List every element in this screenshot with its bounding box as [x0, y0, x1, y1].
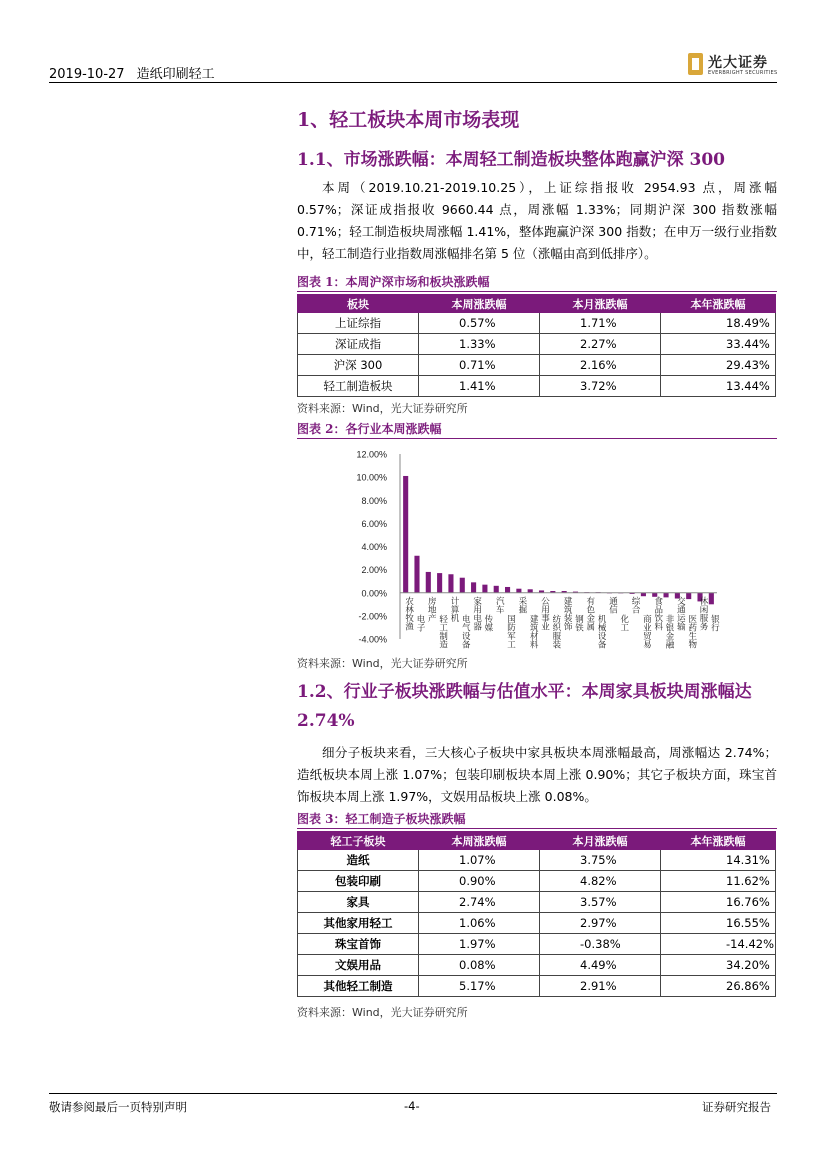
subsector-table	[297, 831, 776, 997]
table-cell: 14.31%	[661, 850, 776, 871]
y-tick-label: 8.00%	[361, 495, 387, 506]
table1-caption: 图表 1：本周沪深市场和板块涨跌幅	[297, 275, 490, 289]
table-cell: 珠宝首饰	[298, 934, 419, 955]
table-row	[298, 913, 776, 934]
bar	[641, 593, 646, 596]
header-divider	[49, 82, 777, 83]
x-tick-label: 电子	[414, 614, 425, 632]
table3-caption: 图表 3：轻工制造子板块涨跌幅	[297, 812, 466, 826]
table-cell: 34.20%	[661, 955, 776, 976]
y-tick-label: 10.00%	[356, 472, 387, 483]
x-tick-label: 轻工制造	[437, 614, 448, 649]
table3-source: 资料来源：Wind，光大证券研究所	[297, 1006, 468, 1019]
table-header-cell: 板块	[298, 295, 419, 313]
table-cell: 3.57%	[540, 892, 661, 913]
bar	[448, 574, 453, 593]
x-tick-label: 医药生物	[686, 614, 697, 649]
y-tick-label: 6.00%	[361, 518, 387, 529]
table-cell: 文娱用品	[298, 955, 419, 976]
x-tick-label: 农林牧渔	[403, 596, 414, 631]
table1-caption-rule	[297, 291, 777, 292]
table-cell: 16.55%	[661, 913, 776, 934]
table-cell: 5.17%	[419, 976, 540, 997]
x-tick-label: 采掘	[516, 596, 527, 614]
table3-caption-rule	[297, 828, 777, 829]
x-tick-label: 纺织服装	[550, 614, 561, 649]
x-tick-label: 公用事业	[539, 596, 550, 631]
table-cell: 2.97%	[540, 913, 661, 934]
table-cell: 1.06%	[419, 913, 540, 934]
bar	[709, 593, 714, 605]
table-cell: 13.44%	[661, 376, 776, 397]
table-cell: 上证综指	[298, 313, 419, 334]
table-cell: 1.71%	[540, 313, 661, 334]
company-logo	[688, 52, 780, 78]
subsection-title-2: 1.2、行业子板块涨跌幅与估值水平：本周家具板块周涨幅达 2.74%	[297, 682, 752, 731]
paragraph-subsectors-text: 细分子板块来看，三大核心子板块中家具板块本周涨幅最高，周涨幅达 2.74%；造纸板块本周上涨 1.07%；包装印刷板块本周上涨 0.90%；其它子板块方面，珠宝首饰板块本周上涨 1.97%，文娱用品板块上涨 0.08%。	[297, 745, 777, 804]
table-header-cell: 本周涨跌幅	[419, 832, 540, 850]
table-cell: 轻工制造板块	[298, 376, 419, 397]
paragraph-subsectors	[297, 742, 777, 808]
table-header-cell: 本月涨跌幅	[540, 295, 661, 313]
table-cell: 1.33%	[419, 334, 540, 355]
x-tick-label: 非银金融	[664, 614, 675, 649]
table-cell: 2.27%	[540, 334, 661, 355]
x-tick-label: 机械设备	[596, 614, 607, 649]
table-row	[298, 871, 776, 892]
table-row	[298, 850, 776, 871]
table-cell: -0.38%	[540, 934, 661, 955]
x-tick-label: 有色金属	[584, 596, 595, 631]
table-cell: 造纸	[298, 850, 419, 871]
table-header-cell: 轻工子板块	[298, 832, 419, 850]
x-tick-label: 电气设备	[460, 614, 471, 649]
table-cell: 0.57%	[419, 313, 540, 334]
logo-subtitle: EVERBRIGHT SECURITIES	[708, 70, 778, 76]
bar	[426, 572, 431, 593]
table-row	[298, 355, 776, 376]
footer-disclaimer: 敬请参阅最后一页特别声明	[49, 1100, 187, 1114]
table-cell: 深证成指	[298, 334, 419, 355]
x-tick-label: 计算机	[448, 596, 459, 623]
table-row	[298, 976, 776, 997]
footer-divider	[49, 1093, 777, 1094]
figure2-caption: 图表 2：各行业本周涨跌幅	[297, 422, 442, 436]
table-cell: 33.44%	[661, 334, 776, 355]
report-section: 造纸印刷轻工	[136, 67, 215, 82]
table-cell: 家具	[298, 892, 419, 913]
bar	[482, 585, 487, 593]
table-cell: 1.07%	[419, 850, 540, 871]
table-row	[298, 313, 776, 334]
bar	[505, 587, 510, 593]
table-cell: 1.41%	[419, 376, 540, 397]
table-header-row	[298, 295, 776, 313]
bar	[528, 589, 533, 592]
x-tick-label: 家用电器	[471, 596, 482, 631]
y-tick-label: 12.00%	[356, 449, 387, 460]
figure2-source: 资料来源：Wind，光大证券研究所	[297, 657, 468, 670]
paragraph-market-text: 本周（2019.10.21-2019.10.25），上证综指报收 2954.93 点，周涨幅 0.57%；深证成指报收 9660.44 点，周涨幅 1.33%；同期沪深 300 指数涨幅 0.71%；轻工制造板块周涨幅 1.41%，整体跑赢沪深 300 指数；在申万一级行业指数中，轻工制造行业指数周涨幅排名第 5 位（涨幅由高到低排序）。	[297, 180, 777, 261]
bar	[664, 593, 669, 598]
table-cell: 3.72%	[540, 376, 661, 397]
figure2-caption-rule	[297, 438, 777, 439]
x-tick-label: 银行	[709, 614, 720, 632]
page-number: -4-	[404, 1099, 420, 1113]
table-row	[298, 934, 776, 955]
y-tick-label: 4.00%	[361, 542, 387, 552]
table-cell: 沪深 300	[298, 355, 419, 376]
table-cell: 18.49%	[661, 313, 776, 334]
table-row	[298, 334, 776, 355]
subsection-title-1: 1.1、市场涨跌幅：本周轻工制造板块整体跑赢沪深 300	[297, 150, 725, 170]
x-tick-label: 建筑装饰	[562, 596, 573, 631]
x-tick-label: 钢铁	[573, 614, 584, 632]
y-tick-label: 0.00%	[361, 588, 387, 599]
table-cell: 0.90%	[419, 871, 540, 892]
table-header-row	[298, 832, 776, 850]
bar	[437, 573, 442, 593]
table-header-cell: 本年涨跌幅	[661, 295, 776, 313]
table-cell: -14.42%	[661, 934, 776, 955]
table-header-cell: 本月涨跌幅	[540, 832, 661, 850]
table-cell: 2.74%	[419, 892, 540, 913]
x-tick-label: 商业贸易	[641, 614, 652, 649]
x-tick-label: 化工	[618, 614, 629, 632]
bar	[494, 586, 499, 593]
table-cell: 26.86%	[661, 976, 776, 997]
industry-bar-chart	[297, 441, 777, 651]
market-table	[297, 294, 776, 397]
table-cell: 1.97%	[419, 934, 540, 955]
table-row	[298, 955, 776, 976]
table-cell: 包装印刷	[298, 871, 419, 892]
y-tick-label: -2.00%	[358, 611, 387, 622]
table-cell: 29.43%	[661, 355, 776, 376]
table-cell: 4.82%	[540, 871, 661, 892]
table-cell: 2.16%	[540, 355, 661, 376]
footer-report-type: 证券研究报告	[702, 1100, 771, 1114]
table-cell: 11.62%	[661, 871, 776, 892]
table-cell: 0.71%	[419, 355, 540, 376]
header-info	[49, 63, 215, 82]
table-cell: 16.76%	[661, 892, 776, 913]
logo-name: 光大证券	[708, 55, 768, 71]
report-date: 2019-10-27	[49, 67, 125, 82]
x-tick-label: 建筑材料	[528, 614, 539, 649]
y-tick-label: 2.00%	[361, 565, 387, 576]
bar	[414, 556, 419, 593]
x-tick-label: 交通运输	[675, 596, 686, 631]
bar	[471, 582, 476, 592]
x-tick-label: 综合	[630, 596, 641, 614]
x-tick-label: 通信	[607, 596, 618, 614]
table-header-cell: 本年涨跌幅	[661, 832, 776, 850]
bar	[460, 578, 465, 593]
table-cell: 0.08%	[419, 955, 540, 976]
logo-mark-icon	[688, 53, 703, 75]
bar	[686, 593, 691, 599]
bar	[516, 589, 521, 593]
x-tick-label: 休闲服务	[698, 596, 709, 631]
table-header-cell: 本周涨跌幅	[419, 295, 540, 313]
table-cell: 3.75%	[540, 850, 661, 871]
y-tick-label: -4.00%	[358, 634, 387, 645]
x-tick-label: 传媒	[482, 614, 493, 632]
table-row	[298, 892, 776, 913]
table-cell: 2.91%	[540, 976, 661, 997]
table-cell: 其他轻工制造	[298, 976, 419, 997]
x-tick-label: 汽车	[494, 596, 505, 614]
table-row	[298, 376, 776, 397]
table-cell: 4.49%	[540, 955, 661, 976]
x-tick-label: 食品饮料	[652, 596, 663, 631]
x-tick-label: 房地产	[426, 596, 437, 623]
table1-source: 资料来源：Wind，光大证券研究所	[297, 402, 468, 415]
paragraph-market	[297, 177, 777, 265]
x-tick-label: 国防军工	[505, 614, 516, 649]
section-title: 1、轻工板块本周市场表现	[297, 109, 520, 131]
chart-svg	[297, 441, 777, 651]
table-cell: 其他家用轻工	[298, 913, 419, 934]
bar	[403, 476, 408, 593]
